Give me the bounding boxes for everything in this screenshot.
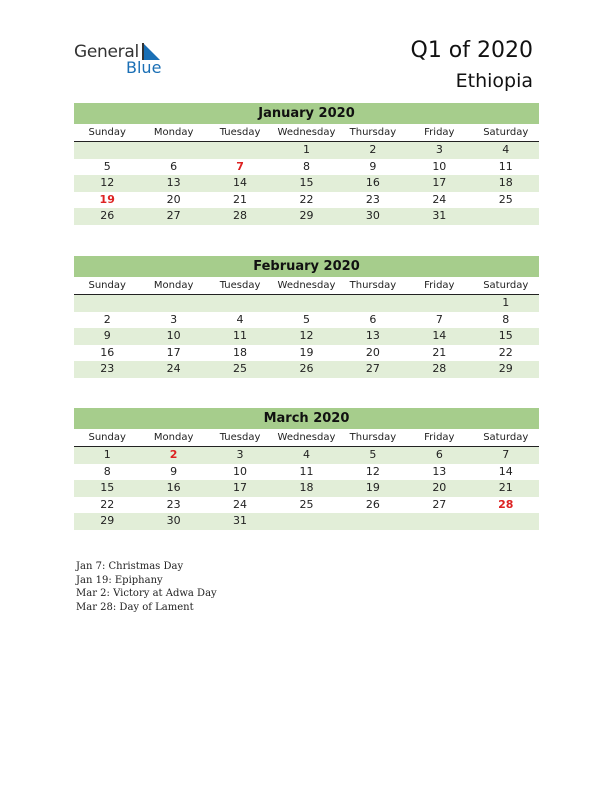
day-cell: 21 [432,345,447,359]
day-cell [273,513,339,530]
day-cell: 26 [100,209,115,222]
weekday-header-row [74,278,539,295]
day-cell: 21 [233,192,248,206]
month-title: March 2020 [74,408,539,429]
holiday-note: Mar 28: Day of Lament [76,601,194,613]
day-cell: 15 [498,329,513,342]
day-cell: 15 [100,481,115,494]
day-cell: 15 [299,176,314,189]
weekday-header-row [74,430,539,447]
week-row [74,295,539,312]
day-cell [74,142,140,159]
day-cell: 16 [365,176,380,189]
day-cell: 28 [432,362,447,375]
day-cell: 17 [432,176,447,189]
holiday-note: Jan 19: Epiphany [76,574,163,586]
day-cell [473,208,539,225]
day-cell: 25 [299,497,314,511]
day-cell: 1 [302,143,310,156]
weekday-label: Monday [153,127,194,138]
month-calendar [74,256,539,378]
week-row [74,361,539,378]
day-cell: 22 [498,345,513,359]
weekday-label: Tuesday [219,127,261,138]
day-cell: 6 [170,159,178,173]
holiday-note: Jan 7: Christmas Day [76,561,184,572]
holiday-day-cell: 28 [498,497,514,511]
month-title: January 2020 [74,103,539,124]
day-cell: 4 [502,143,510,156]
day-cell: 13 [365,329,380,342]
day-cell: 7 [435,312,443,326]
day-cell: 29 [498,362,513,375]
holiday-day-cell: 19 [99,192,115,206]
day-cell: 3 [435,143,443,156]
page-title: Q1 of 2020 [410,38,533,63]
weekday-label: Thursday [349,432,397,443]
day-cell: 3 [236,448,244,461]
day-cell: 28 [233,209,248,222]
day-cell: 1 [502,296,510,309]
day-cell: 20 [432,481,447,494]
day-cell: 29 [299,209,314,222]
day-cell: 20 [365,345,380,359]
day-cell [140,142,206,159]
day-cell: 25 [233,362,248,375]
weekday-label: Friday [424,432,455,443]
day-cell: 10 [166,329,181,342]
week-row [74,345,539,362]
month-calendar [74,408,539,530]
weekday-label: Monday [153,432,194,443]
day-cell [340,295,406,312]
day-cell [406,513,472,530]
weekday-label: Sunday [88,280,126,291]
day-cell: 2 [103,312,111,326]
day-cell: 14 [432,329,447,342]
week-row [74,192,539,209]
logo [74,42,174,78]
month-calendar [74,103,539,225]
day-cell: 20 [166,192,181,206]
day-cell: 11 [233,329,248,342]
day-cell: 24 [432,192,447,206]
day-cell: 13 [432,464,447,478]
day-cell [340,513,406,530]
day-cell: 27 [166,209,181,222]
week-row [74,175,539,192]
day-cell: 29 [100,514,115,527]
day-cell: 18 [299,481,314,494]
holiday-day-cell: 2 [169,448,178,461]
day-cell [207,142,273,159]
week-row [74,480,539,497]
day-cell [207,295,273,312]
day-cell: 11 [498,159,513,173]
day-cell: 27 [432,497,447,511]
day-cell: 9 [369,159,377,173]
week-row [74,159,539,176]
weekday-label: Friday [424,127,455,138]
day-cell: 8 [302,159,310,173]
day-cell: 17 [166,345,181,359]
day-cell: 19 [365,481,380,494]
week-row [74,142,539,159]
day-cell: 26 [299,362,314,375]
week-row [74,447,539,464]
day-cell: 23 [365,192,380,206]
logo-blue-text: Blue [126,58,162,77]
day-cell: 5 [369,448,377,461]
weekday-header-row [74,125,539,142]
day-cell: 21 [498,481,513,494]
day-cell: 7 [502,448,510,461]
day-cell: 25 [498,192,513,206]
day-cell [140,295,206,312]
day-cell: 12 [299,329,314,342]
month-title: February 2020 [74,256,539,277]
day-cell: 9 [170,464,178,478]
day-cell: 10 [233,464,248,478]
day-cell: 30 [365,209,380,222]
day-cell: 4 [302,448,310,461]
day-cell: 1 [103,448,111,461]
day-cell: 11 [299,464,314,478]
day-cell: 18 [233,345,248,359]
day-cell: 13 [166,176,181,189]
day-cell: 14 [498,464,513,478]
week-row [74,208,539,225]
day-cell: 30 [166,514,181,527]
day-cell: 22 [299,192,314,206]
weekday-label: Sunday [88,127,126,138]
weekday-label: Thursday [349,280,397,291]
day-cell: 16 [100,345,115,359]
weekday-label: Thursday [349,127,397,138]
day-cell [74,295,140,312]
day-cell: 26 [365,497,380,511]
day-cell: 4 [236,312,244,326]
day-cell: 2 [369,143,377,156]
weekday-label: Saturday [483,432,529,443]
holiday-day-cell: 7 [236,159,244,173]
day-cell: 23 [100,362,115,375]
day-cell [473,513,539,530]
weekday-label: Wednesday [277,280,336,291]
day-cell: 6 [435,448,443,461]
day-cell: 19 [299,345,314,359]
day-cell: 24 [166,362,181,375]
day-cell: 22 [100,497,115,511]
day-cell: 6 [369,312,377,326]
day-cell: 12 [100,176,115,189]
day-cell: 5 [302,312,310,326]
day-cell: 10 [432,159,447,173]
day-cell: 31 [233,514,248,527]
week-row [74,464,539,481]
weekday-label: Friday [424,280,455,291]
holiday-note: Mar 2: Victory at Adwa Day [76,588,217,599]
day-cell: 16 [166,481,181,494]
day-cell: 3 [170,312,178,326]
weekday-label: Tuesday [219,432,261,443]
holiday-notes [76,560,217,614]
day-cell: 27 [365,362,380,375]
weekday-label: Sunday [88,432,126,443]
week-row [74,497,539,514]
week-row [74,513,539,530]
logo-general-text: General [74,42,139,62]
day-cell [273,295,339,312]
day-cell: 24 [233,497,248,511]
day-cell [406,295,472,312]
day-cell: 9 [103,329,111,342]
day-cell: 8 [103,464,111,478]
weekday-label: Wednesday [277,127,336,138]
day-cell: 12 [365,464,380,478]
day-cell: 17 [233,481,248,494]
day-cell: 23 [166,497,181,511]
week-row [74,312,539,329]
weekday-label: Saturday [483,280,529,291]
weekday-label: Saturday [483,127,529,138]
day-cell: 5 [103,159,111,173]
weekday-label: Wednesday [277,432,336,443]
weekday-label: Tuesday [219,280,261,291]
day-cell: 14 [233,176,248,189]
day-cell: 31 [432,209,447,222]
page-subtitle: Ethiopia [455,70,533,92]
week-row [74,328,539,345]
day-cell: 18 [498,176,513,189]
weekday-label: Monday [153,280,194,291]
day-cell: 8 [502,312,510,326]
